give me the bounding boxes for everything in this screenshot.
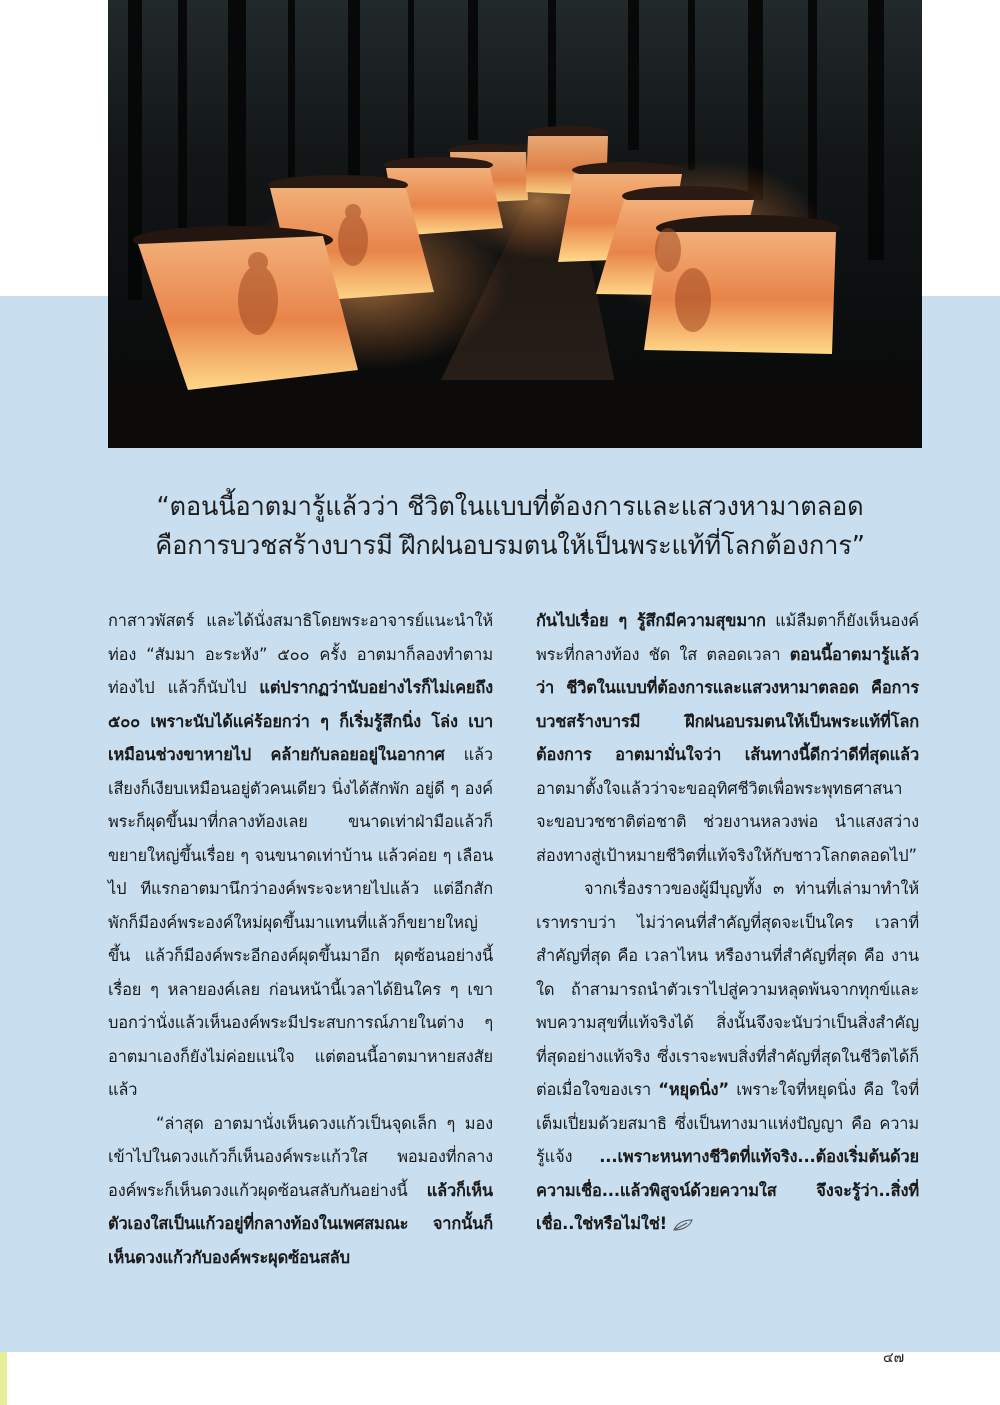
margin-color-stripe xyxy=(0,1352,7,1405)
left-text-column xyxy=(108,604,493,1274)
left-p1-text-a: กาสาวพัสตร์ และได้นั่งสมาธิโดยพระอาจารย์แนะนำให้ท่อง “สัมมา อะระหัง” ๕๐๐ ครั้ง อาตมาก็ลองทำตาม ท่องไป แล้วก็นับไป xyxy=(108,611,493,697)
right-p1-text-b: แม้ลืมตาก็ยังเห็นองค์พระที่กลางท้อง ชัด ใส ตลอดเวลา xyxy=(536,611,919,664)
right-p1-bold-c: ตอนนี้อาตมารู้แล้วว่า ชีวิตในแบบที่ต้องการและแสวงหามาตลอด คือการบวชสร้างบารมี ฝึกฝนอบรมตนให้เป็นพระแท้ที่โลกต้องการ อาตมามั่นใจว่า เส้นทางนี้ดีกว่าดีที่สุดแล้ว xyxy=(536,644,919,764)
pull-quote-line-1: “ตอนนี้อาตมารู้แล้วว่า ชีวิตในแบบที่ต้องการและแสวงหามาตลอด xyxy=(156,492,864,522)
left-paragraph-1 xyxy=(108,604,493,1107)
left-p2-text-a: “ล่าสุด อาตมานั่งเห็นดวงแก้วเป็นจุดเล็ก ๆ มองเข้าไปในดวงแก้วก็เห็นองค์พระแก้วใส พอมองที่กลางองค์พระก็เห็นดวงแก้วผุดซ้อนสลับกันอย่างนี้ xyxy=(108,1113,493,1200)
right-p2-bold-b: “หยุดนิ่ง” xyxy=(658,1080,730,1099)
right-p2-bold-d: ...เพราะหนทางชีวิตที่แท้จริง...ต้องเริ่มต้นด้วยความเชื่อ...แล้วพิสูจน์ด้วยความใส จึงจะรู้ว่า..สิ่งที่เชื่อ..ใช่หรือไม่ใช่! xyxy=(536,1147,919,1233)
left-p1-bold: แต่ปรากฏว่านับอย่างไรก็ไม่เคยถึง ๕๐๐ เพราะนับได้แค่ร้อยกว่า ๆ ก็เริ่มรู้สึกนิ่ง โล่ง เบา เหมือนช่วงขาหายไป คล้ายกับลอยอยู่ในอากาศ xyxy=(108,678,493,764)
right-paragraph-1 xyxy=(536,604,919,872)
left-p2-bold: แล้วก็เห็นตัวเองใสเป็นแก้วอยู่ที่กลางท้องในเพศสมณะ จากนั้นก็เห็นดวงแก้วกับองค์พระผุดซ้อนสลับ xyxy=(108,1180,493,1267)
right-p1-bold-a: กันไปเรื่อย ๆ รู้สึกมีความสุขมาก xyxy=(536,611,766,630)
page-number: ๔๗ xyxy=(883,1350,905,1366)
right-p2-text-a: จากเรื่องราวของผู้มีบุญทั้ง ๓ ท่านที่เล่ามาทำให้เราทราบว่า ไม่ว่าคนที่สำคัญที่สุดจะเป็นใคร เวลาที่สำคัญที่สุด คือ เวลาไหน หรืองานที่สำคัญที่สุด คือ งานใด ถ้าสามารถนำตัวเราไปสู่ความหลุดพ้นจากทุกข์และพบความสุขที่แท้จริงได้ สิ่งนั้นจึงจะนับว่าเป็นสิ่งสำคัญที่สุดอย่างแท้จริง ซึ่งเราจะพบสิ่งที่สำคัญที่สุดในชีวิตได้ก็ต่อเมื่อใจของเรา xyxy=(536,879,919,1099)
right-p1-text-d: อาตมาตั้งใจแล้วว่าจะขออุทิศชีวิตเพื่อพระพุทธศาสนา จะขอบวชชาติต่อชาติ ช่วยงานหลวงพ่อ นำแสงสว่างส่องทางสู่เป้าหมายชีวิตที่แท้จริงให้กับชาวโลกตลอดไป” xyxy=(536,778,919,865)
right-p2-text-c: เพราะใจที่หยุดนิ่ง คือ ใจที่เต็มเปี่ยมด้วยสมาธิ ซึ่งเป็นทางมาแห่งปัญญา คือ ความรู้แจ้ง xyxy=(536,1080,919,1166)
leaf-end-icon xyxy=(673,1219,693,1231)
right-paragraph-2 xyxy=(536,872,919,1241)
left-paragraph-2 xyxy=(108,1107,493,1275)
monks-meditating-under-glowing-tents-photo xyxy=(108,0,922,448)
right-text-column xyxy=(536,604,919,1241)
pull-quote xyxy=(110,488,910,566)
pull-quote-line-2: คือการบวชสร้างบารมี ฝึกฝนอบรมตนให้เป็นพระแท้ที่โลกต้องการ” xyxy=(155,531,865,561)
left-p1-text-c: แล้วเสียงก็เงียบเหมือนอยู่ตัวคนเดียว นิ่งได้สักพัก อยู่ดี ๆ องค์พระก็ผุดขึ้นมาที่กลางท้องเลย ขนาดเท่าฝ่ามือแล้วก็ขยายใหญ่ขึ้นเรื่อย ๆ จนขนาดเท่าบ้าน แล้วค่อย ๆ เลือนไป ทีแรกอาตมานึกว่าองค์พระจะหายไปแล้ว แต่อีกสักพักก็มีองค์พระองค์ใหม่ผุดขึ้นมาแทนที่แล้วก็ขยายใหญ่ขึ้น แล้วก็มีองค์พระอีกองค์ผุดขึ้นมาอีก ผุดซ้อนอย่างนี้เรื่อย ๆ หลายองค์เลย ก่อนหน้านี้เวลาได้ยินใคร ๆ เขาบอกว่านั่งแล้วเห็นองค์พระมีประสบการณ์ภายในต่าง ๆ อาตมาเองก็ยังไม่ค่อยแน่ใจ แต่ตอนนี้อาตมาหายสงสัยแล้ว xyxy=(108,745,493,1099)
